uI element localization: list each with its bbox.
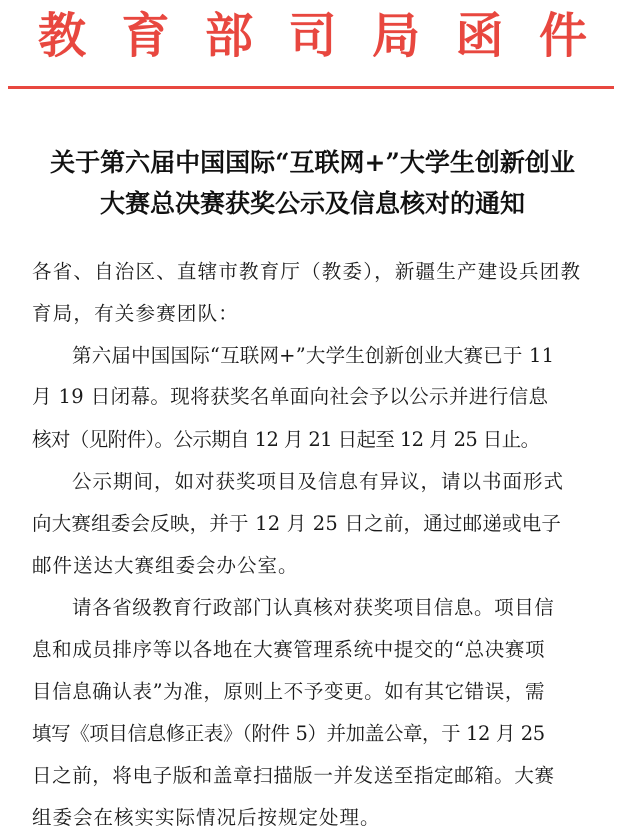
letterhead-divider: [8, 86, 614, 89]
letterhead-char: 局: [371, 8, 420, 64]
body-line: 月 19 日闭幕。现将获奖名单面向社会予以公示并进行信息: [32, 385, 549, 408]
body-line: 目信息确认表”为准，原则上不予变更。如有其它错误，需: [32, 680, 546, 703]
body-line: 核对（见附件）。公示期自 12 月 21 日起至 12 月 25 日止。: [32, 428, 540, 451]
letterhead-char: 司: [288, 8, 337, 64]
letterhead-char: 函: [455, 8, 504, 64]
body-line: 组委会在核实实际情况后按规定处理。: [32, 806, 381, 829]
letterhead: [30, 4, 595, 68]
letterhead-char: 部: [204, 8, 253, 64]
body-line: 日之前，将电子版和盖章扫描版一并发送至指定邮箱。大赛: [32, 764, 555, 787]
letterhead-char: 教: [37, 8, 86, 64]
notice-title-line-2: 大赛总决赛获奖公示及信息核对的通知: [99, 189, 525, 218]
body-line: 各省、自治区、直辖市教育厅（教委），新疆生产建设兵团教: [32, 260, 582, 283]
body-line: 填写《项目信息修正表》（附件 5）并加盖公章，于 12 月 25: [32, 722, 545, 745]
notice-title-line-1: 关于第六届中国国际“互联网+”大学生创新创业: [50, 148, 575, 177]
body-line: 息和成员排序等以各地在大赛管理系统中提交的“总决赛项: [32, 638, 546, 661]
body-line: 邮件送达大赛组委会办公室。: [32, 554, 299, 577]
body-line: 第六届中国国际“互联网+”大学生创新创业大赛已于 11: [72, 344, 555, 367]
letterhead-char: 育: [121, 8, 170, 64]
body-line: 请各省级教育行政部门认真核对获奖项目信息。项目信: [72, 596, 555, 619]
body-line: 公示期间，如对获奖项目及信息有异议，请以书面形式: [72, 470, 565, 493]
body-line: 向大赛组委会反映，并于 12 月 25 日之前，通过邮递或电子: [32, 512, 562, 535]
body-line: 育局，有关参赛团队：: [32, 302, 240, 325]
letterhead-char: 件: [538, 8, 587, 64]
